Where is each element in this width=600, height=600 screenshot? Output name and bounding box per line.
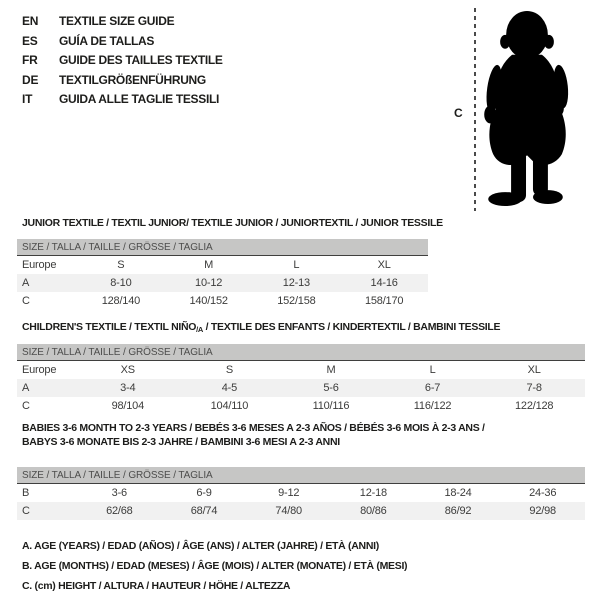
language-code: ES — [22, 33, 38, 48]
table-cell: XL — [527, 364, 541, 376]
row-label: A — [22, 277, 30, 289]
table-cell: L — [293, 259, 300, 271]
table-cell: 74/80 — [275, 505, 302, 517]
section-heading-babies — [22, 421, 485, 449]
table-body — [17, 484, 585, 520]
table-cell: M — [326, 364, 336, 376]
height-dashed-line — [474, 8, 476, 211]
table-cell: 24-36 — [529, 487, 557, 499]
table-row — [17, 361, 585, 379]
language-code: DE — [22, 72, 39, 87]
table-cell: 3-6 — [111, 487, 127, 499]
language-code: EN — [22, 14, 39, 28]
table-cell: 6-7 — [424, 382, 441, 394]
table-cell: 104/110 — [210, 400, 249, 412]
heading-text: / TEXTILE DES ENFANTS / KINDERTEXTIL / BAMBINI TESSILE — [203, 321, 501, 333]
language-row-it — [22, 90, 223, 110]
language-code: IT — [22, 92, 33, 106]
table-cell: 68/74 — [190, 505, 218, 517]
baby-silhouette — [482, 9, 574, 208]
heading-line-1: BABIES 3-6 MONTH TO 2-3 YEARS / BEBÉS 3-6 MESES A 2-3 AÑOS / BÉBÉS 3-6 MOIS À 2-3 ANS / — [22, 422, 485, 434]
heading-line-2: BABYS 3-6 MONATE BIS 2-3 JAHRE / BAMBINI 3-6 MESI A 2-3 ANNI — [22, 436, 340, 448]
table-cell: 110/116 — [312, 400, 350, 412]
language-title: TEXTILE SIZE GUIDE — [59, 14, 175, 28]
table-cell: 10-12 — [195, 277, 223, 289]
table-cell: 122/128 — [514, 400, 554, 412]
table-row — [17, 502, 585, 520]
table-cell: 62/68 — [106, 505, 133, 517]
height-measure-label: C — [454, 106, 463, 120]
language-title: GUIDA ALLE TAGLIE TESSILI — [59, 92, 220, 106]
table-cell: 5-6 — [323, 382, 339, 394]
table-cell: 3-4 — [120, 382, 136, 394]
children-size-table — [17, 344, 585, 415]
table-row — [17, 484, 585, 502]
table-cell: 86/92 — [444, 505, 472, 517]
table-cell: M — [204, 259, 214, 271]
language-title: TEXTILGRÖßENFÜHRUNG — [59, 72, 206, 87]
size-bar: SIZE / TALLA / TAILLE / GRÖSSE / TAGLIA — [17, 239, 428, 256]
table-cell: S — [117, 259, 125, 271]
row-label: Europe — [22, 364, 57, 376]
row-label: Europe — [22, 259, 57, 271]
language-title: GUÍA DE TALLAS — [59, 33, 155, 48]
heading-text: CHILDREN'S TEXTILE / TEXTIL NIÑO — [22, 321, 197, 333]
table-cell: 98/104 — [111, 400, 145, 412]
babies-size-table — [17, 467, 585, 520]
size-bar: SIZE / TALLA / TAILLE / GRÖSSE / TAGLIA — [17, 467, 585, 484]
legend — [22, 536, 407, 596]
table-cell: 12-18 — [359, 487, 387, 499]
table-cell: 8-10 — [110, 277, 132, 289]
size-bar: SIZE / TALLA / TAILLE / GRÖSSE / TAGLIA — [17, 344, 585, 361]
table-row — [17, 256, 428, 274]
table-cell: 152/158 — [277, 295, 316, 307]
table-row — [17, 379, 585, 397]
table-row — [17, 397, 585, 415]
table-cell: XS — [120, 364, 135, 376]
table-cell: L — [429, 364, 436, 376]
table-cell: 116/122 — [413, 400, 452, 412]
table-cell: 6-9 — [196, 487, 212, 499]
row-label: A — [22, 382, 30, 394]
table-cell: 7-8 — [526, 382, 542, 394]
section-heading-children — [22, 320, 500, 337]
table-body — [17, 256, 428, 310]
language-row-es — [22, 32, 223, 52]
legend-line-a: A. AGE (YEARS) / EDAD (AÑOS) / ÂGE (ANS) / ALTER (JAHRE) / ETÀ (ANNI) — [22, 540, 379, 552]
table-row — [17, 274, 428, 292]
table-body — [17, 361, 585, 415]
table-cell: 128/140 — [101, 295, 141, 307]
table-cell: 80/86 — [360, 505, 387, 517]
language-code: FR — [22, 53, 38, 67]
table-cell: 92/98 — [529, 505, 556, 517]
row-label: B — [22, 487, 30, 499]
table-row — [17, 292, 428, 310]
junior-size-table — [17, 239, 428, 310]
language-title: GUIDE DES TAILLES TEXTILE — [59, 53, 223, 67]
row-label: C — [22, 400, 30, 412]
table-cell: 12-13 — [282, 277, 310, 289]
heading-subscript: /A — [196, 325, 204, 334]
row-label: C — [22, 505, 30, 517]
row-label: C — [22, 295, 30, 307]
legend-line-c: C. (cm) HEIGHT / ALTURA / HAUTEUR / HÖHE / ALTEZZA — [22, 580, 291, 592]
table-cell: 18-24 — [444, 487, 472, 499]
language-row-de — [22, 71, 223, 91]
table-cell: S — [225, 364, 233, 376]
table-cell: 14-16 — [370, 277, 398, 289]
table-cell: 9-12 — [278, 487, 300, 499]
table-cell: XL — [377, 259, 391, 271]
table-cell: 140/152 — [189, 295, 228, 307]
legend-line-b: B. AGE (MONTHS) / EDAD (MESES) / ÂGE (MOIS) / ALTER (MONATE) / ETÀ (MESI) — [22, 560, 408, 572]
table-cell: 4-5 — [221, 382, 238, 394]
language-row-en — [22, 12, 223, 32]
language-guide — [22, 12, 223, 110]
table-cell: 158/170 — [364, 295, 404, 307]
section-heading-junior: JUNIOR TEXTILE / TEXTIL JUNIOR/ TEXTILE JUNIOR / JUNIORTEXTIL / JUNIOR TESSILE — [22, 217, 443, 229]
language-row-fr — [22, 51, 223, 71]
